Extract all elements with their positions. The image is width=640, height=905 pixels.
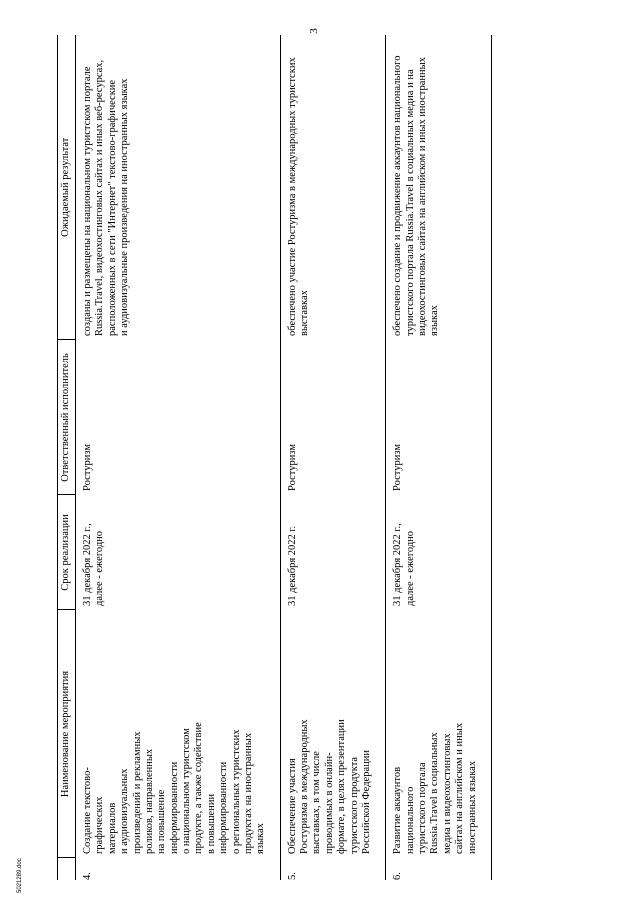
- measure-name-line: продукте, а также содействие: [193, 722, 205, 854]
- responsible-cell: [386, 340, 492, 495]
- result-cell: [386, 35, 492, 340]
- measure-name-cell: [386, 610, 492, 858]
- responsible-line: Ростуризм: [392, 444, 404, 491]
- measure-name-cell: [76, 610, 281, 858]
- term-line: далее - ежегодно: [404, 530, 416, 606]
- measure-name-line: формате, в целях презентации: [336, 719, 348, 854]
- measure-name-line: роликов, направленных: [143, 748, 155, 854]
- term-line: 31 декабря 2022 г.,: [392, 523, 404, 606]
- result-line: обеспечено участие Ростуризма в международных туристских: [286, 57, 298, 336]
- measure-name-line: Russia.Travel в социальных: [429, 732, 441, 854]
- table-header-row: [58, 35, 76, 880]
- term-cell: [386, 495, 492, 610]
- measure-name-line: графических: [94, 796, 106, 854]
- result-line: обеспечено создание и продвижение аккаунтов национального: [392, 55, 404, 336]
- measure-name-line: Ростуризма в международных: [299, 719, 310, 854]
- result-line: и аудиовизуальные произведения на иностранных языках: [119, 78, 131, 336]
- table-row: [280, 35, 386, 880]
- document-id: 5021289.doc: [17, 858, 23, 893]
- term-line: 31 декабря 2022 г.: [286, 525, 298, 606]
- measures-table: [57, 35, 492, 880]
- measure-name-line: в повышении: [205, 793, 217, 854]
- header-name: Наименование мероприятия: [58, 610, 76, 858]
- result-cell: [280, 35, 386, 340]
- measure-name-line: иностранных языках: [466, 760, 478, 854]
- measure-name-line: Создание текстово-: [82, 767, 93, 854]
- header-result: Ожидаемый результат: [58, 35, 76, 340]
- result-line: расположенных в сети "Интернет" текстово-графические: [106, 79, 118, 336]
- term-cell: [76, 495, 281, 610]
- result-line: видеохостинговых сайтах на английском и иных иностранных: [417, 57, 428, 336]
- measure-name-line: Обеспечение участия: [286, 758, 298, 854]
- header-num: [58, 858, 76, 880]
- responsible-cell: [280, 340, 386, 495]
- result-line: созданы и размещены на национальном туристском портале: [82, 66, 93, 336]
- measure-name-line: Российской Федерации: [360, 750, 372, 854]
- measure-name-line: на повышение: [156, 789, 168, 854]
- measure-name-line: произведений и рекламных: [131, 731, 143, 854]
- measure-name-cell: [280, 610, 386, 858]
- header-term: Срок реализации: [58, 495, 76, 610]
- table-row: [76, 35, 281, 880]
- measure-name-line: продуктах на иностранных: [242, 732, 254, 854]
- measure-name-line: информированности: [218, 761, 230, 854]
- measure-name-line: национального: [404, 786, 416, 854]
- page-number: 3: [308, 28, 320, 34]
- measure-name-line: и аудиовизуальных: [119, 768, 131, 854]
- table-row: [386, 35, 492, 880]
- measure-name-line: языках: [255, 823, 267, 854]
- measure-name-line: материалов: [106, 802, 118, 854]
- measure-name-line: туристского портала: [417, 762, 428, 854]
- result-line: языках: [429, 305, 441, 336]
- result-cell: [76, 35, 281, 340]
- measure-name-line: информированности: [168, 761, 180, 854]
- result-line: выставках: [299, 290, 310, 336]
- measure-name-line: сайтах на английском и иных: [454, 722, 466, 854]
- row-number: 5.: [280, 858, 386, 880]
- measure-name-line: выставках, в том числе: [311, 751, 323, 854]
- responsible-line: Ростуризм: [286, 444, 298, 491]
- result-line: Russia.Travel, видеохостинговых сайтах и иных веб-ресурсах,: [94, 59, 106, 336]
- measure-name-line: о региональных туристских: [230, 729, 242, 854]
- result-line: туристского портала Russia.Travel в социальных медиа и на: [404, 69, 416, 336]
- measure-name-line: о национальном туристском: [181, 728, 192, 854]
- table-body: [76, 35, 492, 880]
- responsible-cell: [76, 340, 281, 495]
- term-line: далее - ежегодно: [94, 530, 106, 606]
- measure-name-line: Развитие аккаунтов: [392, 766, 404, 854]
- measure-name-line: медиа и видеохостинговых: [441, 733, 453, 854]
- measure-name-line: проводимых в онлайн-: [323, 752, 335, 854]
- term-cell: [280, 495, 386, 610]
- row-number: 6.: [386, 858, 492, 880]
- header-responsible: Ответственный исполнитель: [58, 340, 76, 495]
- rotated-table-container: [57, 35, 587, 880]
- row-number: 4.: [76, 858, 281, 880]
- responsible-line: Ростуризм: [82, 444, 93, 491]
- measure-name-line: туристского продукта: [348, 756, 360, 854]
- term-line: 31 декабря 2022 г.,: [82, 523, 93, 606]
